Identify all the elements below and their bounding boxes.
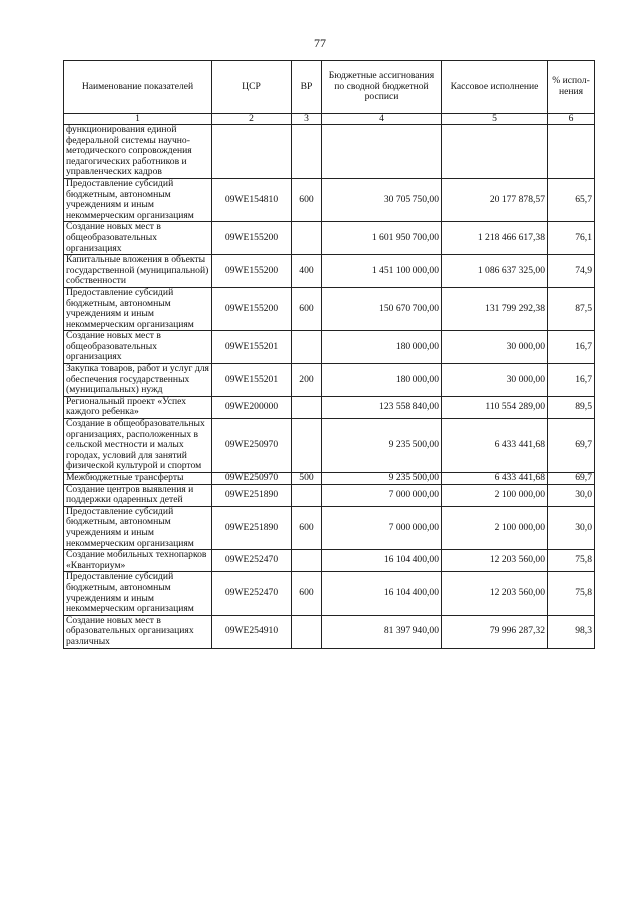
table-row: [64, 615, 595, 648]
cash-execution-cell: 110 554 289,00: [442, 396, 548, 418]
indicator-name-cell: Межбюджетные трансферты: [64, 473, 212, 485]
vr-cell: [292, 550, 322, 572]
csr-cell: 09WE155201: [212, 331, 292, 364]
vr-cell: [292, 331, 322, 364]
column-number: 4: [322, 114, 442, 125]
cash-execution-cell: 6 433 441,68: [442, 419, 548, 473]
csr-cell: 09WE155200: [212, 255, 292, 288]
cash-execution-cell: 131 799 292,38: [442, 287, 548, 330]
cash-execution-cell: 79 996 287,32: [442, 615, 548, 648]
indicator-name-cell: Предоставление субсидий бюджетным, автономным учреждениям и иным некоммерческим организациям: [64, 287, 212, 330]
table-row: [64, 287, 595, 330]
cash-execution-cell: 2 100 000,00: [442, 506, 548, 549]
table-row: [64, 550, 595, 572]
cash-execution-cell: 12 203 560,00: [442, 550, 548, 572]
budget-allocation-cell: 1 451 100 000,00: [322, 255, 442, 288]
table-row: [64, 473, 595, 485]
execution-percent-cell: 69,7: [548, 473, 595, 485]
table-row: [64, 222, 595, 255]
indicator-name-cell: Предоставление субсидий бюджетным, автономным учреждениям и иным некоммерческим организациям: [64, 178, 212, 221]
vr-cell: 600: [292, 178, 322, 221]
execution-percent-cell: 74,9: [548, 255, 595, 288]
header-row: [64, 61, 595, 114]
budget-allocation-cell: [322, 125, 442, 179]
execution-percent-cell: 69,7: [548, 419, 595, 473]
cash-execution-cell: 1 086 637 325,00: [442, 255, 548, 288]
execution-percent-cell: 16,7: [548, 364, 595, 397]
vr-cell: [292, 419, 322, 473]
budget-allocation-cell: 7 000 000,00: [322, 506, 442, 549]
execution-percent-cell: 30,0: [548, 484, 595, 506]
budget-allocation-cell: 123 558 840,00: [322, 396, 442, 418]
budget-allocation-cell: 180 000,00: [322, 364, 442, 397]
indicator-name-cell: Капитальные вложения в объекты государственной (муниципальной) собственности: [64, 255, 212, 288]
execution-percent-cell: 65,7: [548, 178, 595, 221]
vr-cell: 600: [292, 506, 322, 549]
cash-execution-cell: 12 203 560,00: [442, 572, 548, 615]
budget-allocation-cell: 81 397 940,00: [322, 615, 442, 648]
table-row: [64, 364, 595, 397]
vr-cell: [292, 125, 322, 179]
budget-allocation-cell: 30 705 750,00: [322, 178, 442, 221]
csr-cell: 09WE251890: [212, 484, 292, 506]
vr-cell: [292, 396, 322, 418]
cash-execution-cell: 2 100 000,00: [442, 484, 548, 506]
table-row: [64, 331, 595, 364]
indicator-name-cell: Создание новых мест в общеобразовательных организациях: [64, 222, 212, 255]
budget-allocation-cell: 9 235 500,00: [322, 473, 442, 485]
budget-allocation-cell: 16 104 400,00: [322, 550, 442, 572]
vr-cell: [292, 484, 322, 506]
csr-cell: 09WE155200: [212, 222, 292, 255]
budget-allocation-cell: 1 601 950 700,00: [322, 222, 442, 255]
indicator-name-cell: Создание в общеобразовательных организациях, расположенных в сельской местности и малых городах, условий для занятий физической культурой и спортом: [64, 419, 212, 473]
csr-cell: 09WE200000: [212, 396, 292, 418]
vr-cell: 200: [292, 364, 322, 397]
table-row: [64, 484, 595, 506]
indicator-name-cell: Региональный проект «Успех каждого ребенка»: [64, 396, 212, 418]
indicator-name-cell: Предоставление субсидий бюджетным, автономным учреждениям и иным некоммерческим организациям: [64, 572, 212, 615]
csr-cell: 09WE252470: [212, 550, 292, 572]
csr-cell: 09WE254910: [212, 615, 292, 648]
column-number: 6: [548, 114, 595, 125]
indicator-name-cell: функционирования единой федеральной системы научно-методического сопровождения педагогических работников и управленческих кадров: [64, 125, 212, 179]
header-indicator-name: Наименование показателей: [64, 61, 212, 114]
table-row: [64, 178, 595, 221]
csr-cell: 09WE250970: [212, 473, 292, 485]
cash-execution-cell: 1 218 466 617,38: [442, 222, 548, 255]
budget-execution-table: [63, 60, 595, 649]
budget-allocation-cell: 7 000 000,00: [322, 484, 442, 506]
csr-cell: 09WE251890: [212, 506, 292, 549]
budget-allocation-cell: 16 104 400,00: [322, 572, 442, 615]
indicator-name-cell: Создание новых мест в общеобразовательных организациях: [64, 331, 212, 364]
indicator-name-cell: Создание центров выявления и поддержки одаренных детей: [64, 484, 212, 506]
vr-cell: 500: [292, 473, 322, 485]
table-row: [64, 255, 595, 288]
cash-execution-cell: 20 177 878,57: [442, 178, 548, 221]
column-number: 3: [292, 114, 322, 125]
csr-cell: 09WE252470: [212, 572, 292, 615]
header-vr: ВР: [292, 61, 322, 114]
execution-percent-cell: 76,1: [548, 222, 595, 255]
budget-allocation-cell: 9 235 500,00: [322, 419, 442, 473]
table-row: [64, 419, 595, 473]
execution-percent-cell: 98,3: [548, 615, 595, 648]
column-number: 2: [212, 114, 292, 125]
vr-cell: 400: [292, 255, 322, 288]
column-number: 5: [442, 114, 548, 125]
csr-cell: [212, 125, 292, 179]
indicator-name-cell: Создание новых мест в образовательных организациях различных: [64, 615, 212, 648]
execution-percent-cell: [548, 125, 595, 179]
page-number: 77: [314, 36, 326, 50]
table-row: [64, 506, 595, 549]
csr-cell: 09WE154810: [212, 178, 292, 221]
vr-cell: 600: [292, 287, 322, 330]
execution-percent-cell: 87,5: [548, 287, 595, 330]
table-row: [64, 396, 595, 418]
budget-allocation-cell: 150 670 700,00: [322, 287, 442, 330]
indicator-name-cell: Закупка товаров, работ и услуг для обеспечения государственных (муниципальных) нужд: [64, 364, 212, 397]
table-row: [64, 572, 595, 615]
execution-percent-cell: 75,8: [548, 550, 595, 572]
cash-execution-cell: 6 433 441,68: [442, 473, 548, 485]
execution-percent-cell: 30,0: [548, 506, 595, 549]
column-number: 1: [64, 114, 212, 125]
execution-percent-cell: 75,8: [548, 572, 595, 615]
budget-allocation-cell: 180 000,00: [322, 331, 442, 364]
csr-cell: 09WE155200: [212, 287, 292, 330]
header-csr: ЦСР: [212, 61, 292, 114]
indicator-name-cell: Создание мобильных технопарков «Кванториум»: [64, 550, 212, 572]
execution-percent-cell: 16,7: [548, 331, 595, 364]
vr-cell: [292, 615, 322, 648]
header-budget-allocations: Бюджетные ассигнования по сводной бюджетной росписи: [322, 61, 442, 114]
cash-execution-cell: [442, 125, 548, 179]
vr-cell: [292, 222, 322, 255]
csr-cell: 09WE250970: [212, 419, 292, 473]
table-row: [64, 125, 595, 179]
execution-percent-cell: 89,5: [548, 396, 595, 418]
column-number-row: [64, 114, 595, 125]
indicator-name-cell: Предоставление субсидий бюджетным, автономным учреждениям и иным некоммерческим организациям: [64, 506, 212, 549]
cash-execution-cell: 30 000,00: [442, 331, 548, 364]
cash-execution-cell: 30 000,00: [442, 364, 548, 397]
csr-cell: 09WE155201: [212, 364, 292, 397]
header-execution-percent: % испол-нения: [548, 61, 595, 114]
header-cash-execution: Кассовое исполнение: [442, 61, 548, 114]
vr-cell: 600: [292, 572, 322, 615]
